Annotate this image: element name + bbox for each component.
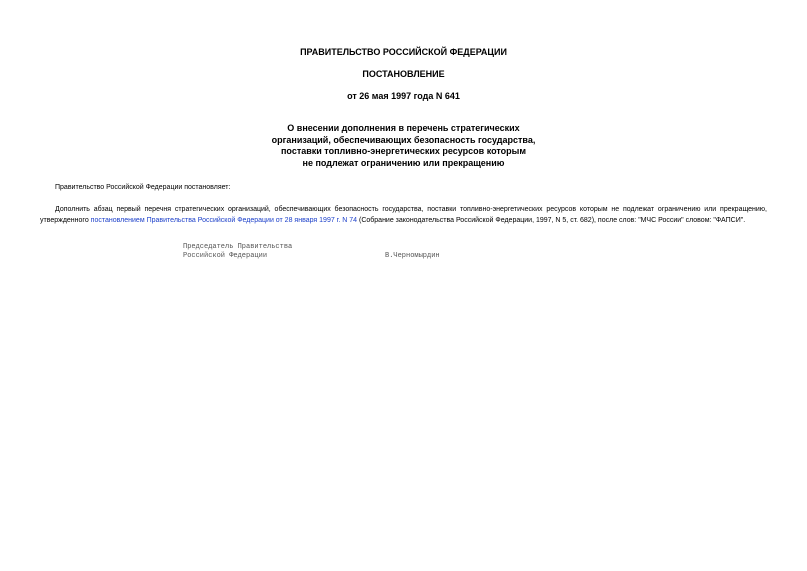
government-heading: ПРАВИТЕЛЬСТВО РОССИЙСКОЙ ФЕДЕРАЦИИ bbox=[300, 47, 507, 57]
document-date-number: от 26 мая 1997 года N 641 bbox=[347, 91, 460, 101]
signature-title-line-1: Председатель Правительства bbox=[183, 243, 293, 251]
title-line-4: не подлежат ограничению или прекращению bbox=[302, 157, 505, 168]
document-title bbox=[0, 123, 807, 169]
document-type-heading: ПОСТАНОВЛЕНИЕ bbox=[362, 69, 445, 79]
intro-paragraph: Правительство Российской Федерации постановляет: bbox=[55, 184, 231, 191]
signature-title-line-2: Российской Федерации bbox=[183, 252, 268, 260]
signature-name: В.Черномырдин bbox=[385, 252, 440, 260]
title-line-1: О внесении дополнения в перечень стратегических bbox=[287, 123, 520, 133]
main-paragraph-text-after: (Собрание законодательства Российской Федерации, 1997, N 5, ст. 682), после слов: "МЧС России" словом: "ФАПСИ". bbox=[357, 217, 746, 224]
title-line-3: поставки топливно-энергетических ресурсов которым bbox=[281, 146, 526, 156]
main-paragraph-text-before: Дополнить абзац первый перечня стратегических организаций, обеспечивающих безопасность государства, поставки топливно-энергетических ресурсов которым не подлежат ограничению или прекращению, утвержденного bbox=[40, 206, 767, 224]
resolution-74-link[interactable]: постановлением Правительства Российской Федерации от 28 января 1997 г. N 74 bbox=[90, 217, 358, 224]
title-line-2: организаций, обеспечивающих безопасность государства, bbox=[271, 134, 536, 145]
main-paragraph bbox=[40, 204, 767, 226]
